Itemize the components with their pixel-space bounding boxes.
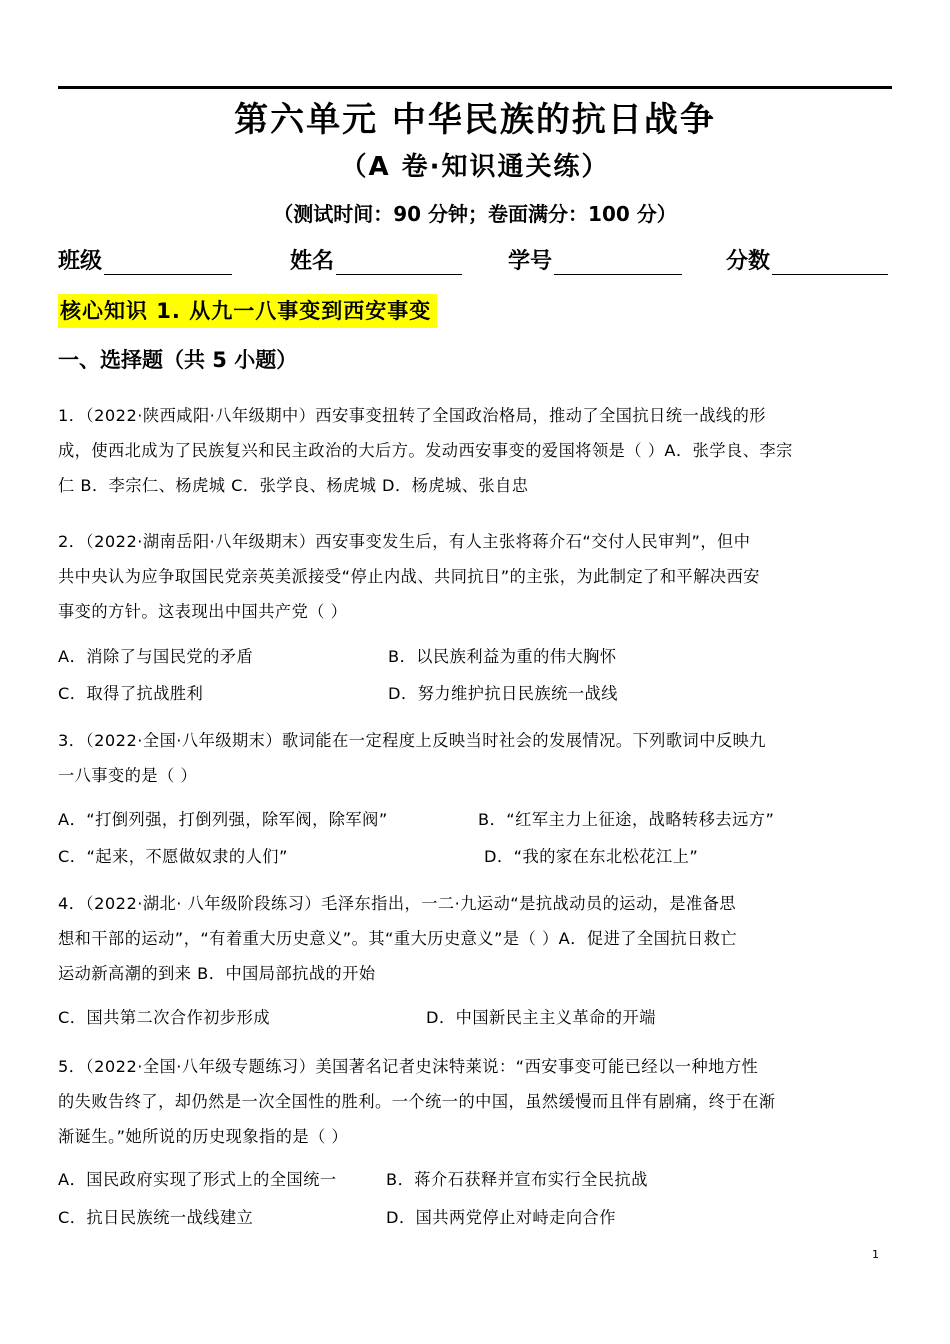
option-d: D．中国新民主主义革命的开端	[426, 1008, 656, 1027]
option-d: D．“我的家在东北松花江上”	[484, 847, 699, 866]
option-d: D．努力维护抗日民族统一战线	[388, 684, 618, 703]
question-line: 4．（2022·湖北· 八年级阶段练习）毛泽东指出，一二·九运动“是抗战动员的运动，是准备思	[58, 894, 737, 913]
option-b: B．“红军主力上征途，战略转移去远方”	[478, 810, 775, 829]
section-highlight: 核心知识 1. 从九一八事变到西安事变	[58, 294, 437, 328]
question-line: 渐诞生。”她所说的历史现象指的是（ ）	[58, 1127, 349, 1146]
name-label: 姓名	[290, 249, 335, 274]
name-blank[interactable]	[336, 248, 462, 275]
top-rule	[58, 86, 892, 89]
score-blank[interactable]	[772, 248, 888, 275]
question-5	[58, 1049, 900, 1154]
class-label: 班级	[58, 249, 103, 274]
option-c: C．取得了抗战胜利	[58, 684, 204, 703]
option-c: C．国共第二次合作初步形成	[58, 1008, 271, 1027]
student-id-label: 学号	[508, 249, 553, 274]
student-id-blank[interactable]	[554, 248, 682, 275]
question-line: 运动新高潮的到来 B．中国局部抗战的开始	[58, 964, 376, 983]
question-line: 的失败告终了，却仍然是一次全国性的胜利。一个统一的中国，虽然缓慢而且伴有剧痛，终于在渐	[58, 1092, 776, 1111]
question-line: 共中央认为应争取国民党亲英美派接受“停止内战、共同抗日”的主张，为此制定了和平解决西安	[58, 567, 760, 586]
question-1	[58, 398, 900, 503]
question-line: 5．（2022·全国·八年级专题练习）美国著名记者史沫特莱说：“西安事变可能已经以一种地方性	[58, 1057, 759, 1076]
name-field[interactable]	[290, 244, 462, 275]
question-line: 2．（2022·湖南岳阳·八年级期末）西安事变发生后，有人主张将蒋介石“交付人民审判”，但中	[58, 532, 751, 551]
class-blank[interactable]	[104, 248, 232, 275]
question-line: 仁 B．李宗仁、杨虎城 C．张学良、杨虎城 D．杨虎城、张自忠	[58, 476, 529, 495]
student-info-row	[58, 244, 894, 278]
question-line: 1．（2022·陕西咸阳·八年级期中）西安事变扭转了全国政治格局，推动了全国抗日统一战线的形	[58, 406, 766, 425]
question-line: 成，使西北成为了民族复兴和民主政治的大后方。发动西安事变的爱国将领是（ ）A．张学良、李宗	[58, 441, 793, 460]
page-subtitle: （A 卷·知识通关练）	[340, 152, 610, 182]
question-line: 想和干部的运动”，“有着重大历史意义”。其“重大历史意义”是（ ）A．促进了全国抗日救亡	[58, 929, 738, 948]
question-2	[58, 524, 900, 629]
class-field[interactable]	[58, 244, 232, 275]
option-b: B．蒋介石获释并宣布实行全民抗战	[386, 1170, 648, 1189]
question-line: 事变的方针。这表现出中国共产党（ ）	[58, 602, 348, 621]
option-d: D．国共两党停止对峙走向合作	[386, 1208, 616, 1227]
question-type-heading: 一、选择题（共 5 小题）	[58, 348, 298, 372]
score-label: 分数	[726, 249, 771, 274]
question-3	[58, 723, 900, 793]
option-c: C．“起来，不愿做奴隶的人们”	[58, 847, 288, 866]
option-c: C．抗日民族统一战线建立	[58, 1208, 254, 1227]
question-4	[58, 886, 900, 991]
option-b: B．以民族利益为重的伟大胸怀	[388, 647, 617, 666]
option-a: A．消除了与国民党的矛盾	[58, 647, 254, 666]
question-line: 一八事变的是（ ）	[58, 766, 198, 785]
test-info: （测试时间：90 分钟；卷面满分：100 分）	[273, 202, 677, 226]
option-a: A．“打倒列强，打倒列强，除军阀，除军阀”	[58, 810, 388, 829]
student-id-field[interactable]	[508, 244, 682, 275]
score-field[interactable]	[726, 244, 888, 275]
page-number: 1	[872, 1248, 879, 1261]
page-title: 第六单元 中华民族的抗日战争	[234, 100, 716, 140]
question-line: 3．（2022·全国·八年级期末）歌词能在一定程度上反映当时社会的发展情况。下列歌词中反映九	[58, 731, 766, 750]
option-a: A．国民政府实现了形式上的全国统一	[58, 1170, 337, 1189]
